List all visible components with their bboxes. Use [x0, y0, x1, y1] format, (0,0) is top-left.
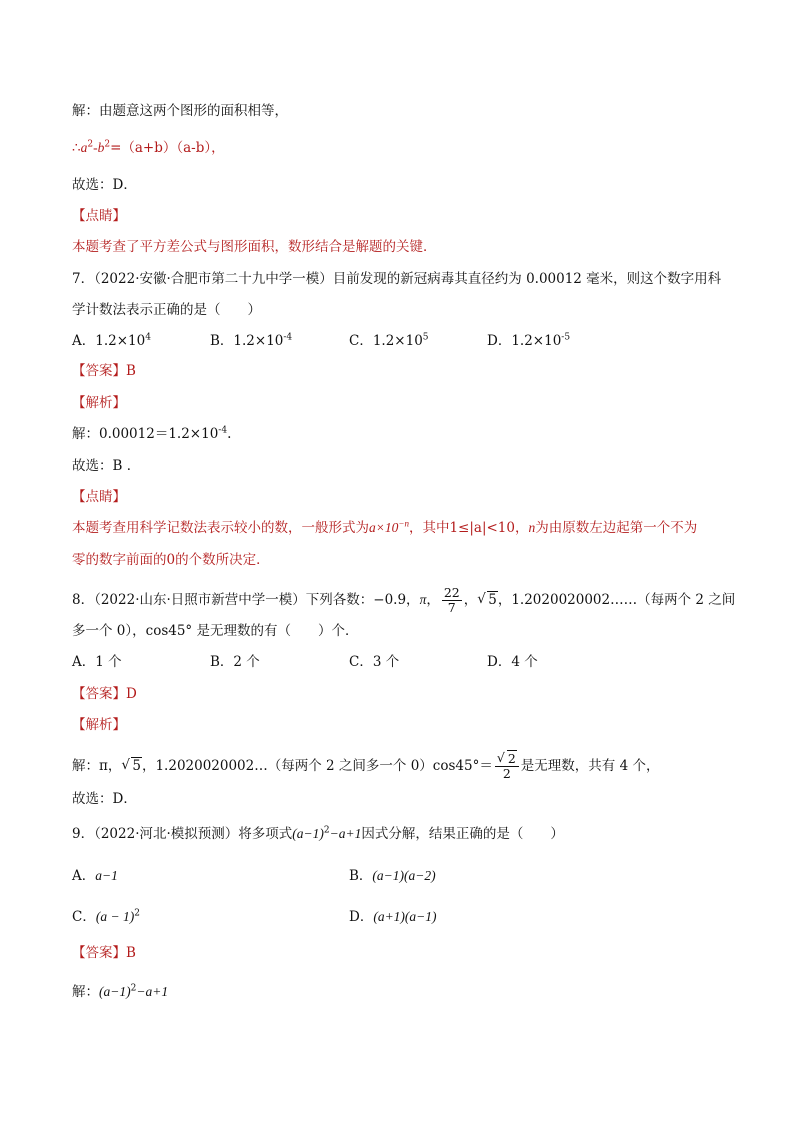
- therefore-symbol: ∴: [72, 140, 81, 156]
- q7-comment-line2: 零的数字前面的0的个数所决定．: [72, 552, 270, 568]
- q8-solution: 解：π，√ 5，1.2020020002…（每两个 2 之间多一个 0）cos45°＝ √ $\frac{2}{2}$ 是无理数，共有 4 个，: [72, 752, 659, 781]
- q8-stem-line2: 多一个 0），cos45° 是无理数的有（ ）个．: [72, 623, 359, 639]
- sqrt-5-solution: √ 5: [121, 757, 142, 775]
- q8-stem-line1: 8．（2022·山东·日照市新营中学一模）下列各数：−0.9，π， $\frac{22}{7}$ ，√ 5，1.2020020002……（每两个 2 之间: [72, 586, 735, 615]
- formula-b: -b: [93, 140, 105, 155]
- q7-solution: 解：$0.00012=1.2\times 10^{-4}$.: [72, 425, 232, 442]
- q8-analysis-label: 【解析】: [72, 717, 126, 733]
- q7-option-d: D．$1.2\times 10^{-5}$: [487, 332, 571, 349]
- q7-option-a: A．$1.2\times 10^4$: [72, 332, 151, 349]
- q9-option-c: C．$(a - 1)^2$: [72, 908, 140, 925]
- q8-option-d: D．4 个: [487, 654, 538, 670]
- solution-line: 解：由题意这两个图形的面积相等，: [72, 103, 288, 119]
- formula-exp1: 2: [87, 139, 94, 150]
- q9-option-b: B．(a−1)(a−2): [349, 868, 436, 884]
- pi-symbol: π: [419, 592, 427, 607]
- choice-line: 故选：D．: [72, 177, 137, 193]
- q7-analysis-label: 【解析】: [72, 395, 126, 411]
- q9-stem: 9．（2022·河北·模拟预测）将多项式$(a-1)^2-a+1$因式分解，结果正确的是（ ）: [72, 825, 564, 842]
- fraction-22-7: $\frac{22}{7}$: [443, 585, 460, 615]
- q9-solution: 解：$(a-1)^2-a+1$: [72, 983, 169, 1000]
- q7-option-b: B．$1.2\times 10^{-4}$: [210, 332, 293, 349]
- q8-choice: 故选：D．: [72, 791, 137, 807]
- sqrt-5: √ 5: [477, 591, 498, 609]
- q9-answer: 【答案】B: [72, 945, 136, 961]
- comment-label: 【点睛】: [72, 208, 126, 224]
- q8-option-c: C．3 个: [349, 654, 400, 670]
- q7-option-c: C．$1.2\times 10^5$: [349, 332, 429, 349]
- q8-option-a: A．1 个: [72, 654, 122, 670]
- q8-option-b: B．2 个: [210, 654, 260, 670]
- formula-line: [72, 139, 225, 157]
- formula-a: a: [80, 140, 88, 155]
- q7-comment-line1: 本题考查用科学记数法表示较小的数，一般形式为$a\times 10^{-n}$，其中1≤|a|<10，n为由原数左边起第一个不为: [72, 518, 698, 536]
- q7-answer: 【答案】B: [72, 363, 136, 379]
- q7-stem-line1: 7．（2022·安徽·合肥市第二十九中学一模）目前发现的新冠病毒其直径约为 0.00012 毫米，则这个数字用科: [72, 271, 722, 287]
- formula-rest: =（a+b）（a-b），: [110, 140, 225, 156]
- q7-choice: 故选：B ．: [72, 458, 141, 474]
- formula-exp2: 2: [104, 139, 111, 150]
- q7-stem-line2: 学计数法表示正确的是（ ）: [72, 302, 261, 318]
- q8-answer: 【答案】D: [72, 686, 137, 702]
- q9-option-d: D．(a+1)(a−1): [349, 909, 437, 925]
- fraction-sqrt2-2: √ $\frac{2}{2}$: [495, 752, 519, 781]
- q9-option-a: A．a−1: [72, 868, 118, 884]
- comment-text: 本题考查了平方差公式与图形面积，数形结合是解题的关键．: [72, 239, 437, 255]
- q7-comment-label: 【点睛】: [72, 489, 126, 505]
